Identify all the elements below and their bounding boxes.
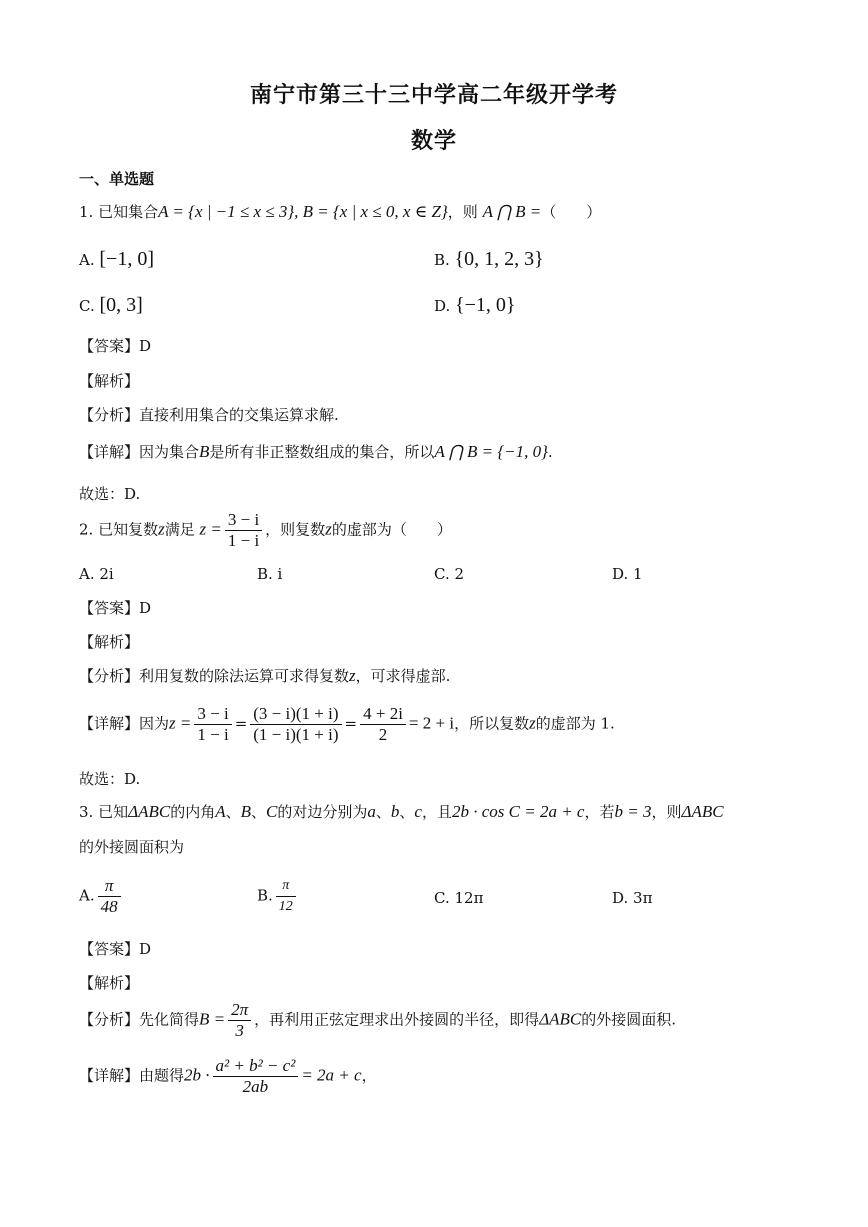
question-3-detail: 【详解】由题得2b · $\frac{\text{a² + b² − c²}}{2ab}$ = 2a + c， — [79, 1056, 377, 1096]
question-3-analysis-tag: 【解析】 — [79, 974, 140, 992]
question-3-option-c: C. 12π — [434, 889, 484, 907]
question-3-fenxi: 【分析】先化简得B = $\frac{2\pi}{3}$ ，再利用正弦定理求出外接圆的半径，即得ΔABC的外接圆面积. — [79, 1000, 677, 1040]
question-3-option-d: D. 3π — [612, 889, 653, 907]
question-1-detail: 【详解】因为集合B是所有非正整数组成的集合，所以A ⋂ B = {−1, 0}. — [79, 442, 553, 461]
question-2-analysis-tag: 【解析】 — [79, 633, 140, 651]
section-heading: 一、单选题 — [79, 170, 155, 188]
question-3-option-a: A. $\frac{\pi}{48}$ — [79, 876, 124, 917]
question-1-fenxi: 【分析】直接利用集合的交集运算求解. — [79, 406, 339, 424]
question-2-option-a: A. 2i — [79, 565, 114, 583]
question-1-option-a: A. [−1, 0] — [79, 248, 154, 270]
question-1-option-b: B. {0, 1, 2, 3} — [434, 248, 544, 270]
question-3-stem-line2: 的外接圆面积为 — [79, 838, 185, 856]
question-2-option-b: B. i — [257, 565, 283, 583]
question-2-fenxi: 【分析】利用复数的除法运算可求得复数z，可求得虚部. — [79, 666, 451, 685]
page-title: 南宁市第三十三中学高二年级开学考 — [249, 82, 618, 108]
question-1-answer: 【答案】D — [79, 337, 152, 355]
question-2-stem: 2. 已知复数z满足 z = $\frac{3 - i}{1 - i}$ ，则复数z的虚部为（ ） — [79, 510, 452, 550]
question-3-answer: 【答案】D — [79, 940, 152, 958]
page-subtitle: 数学 — [410, 128, 457, 154]
question-1-choice: 故选：D. — [79, 485, 141, 503]
question-2-choice: 故选：D. — [79, 770, 141, 788]
question-2-option-c: C. 2 — [434, 565, 465, 583]
question-3-stem: 3. 已知ΔABC的内角A、B、C的对边分别为a、b、c，且2b · cos C = 2a + c，若b = 3，则ΔABC — [79, 802, 724, 821]
question-1-analysis-tag: 【解析】 — [79, 372, 140, 390]
question-1-stem: 1. 已知集合A = {x | −1 ≤ x ≤ 3}, B = {x | x ≤ 0, x ∈ Z}，则 A ⋂ B =（ ） — [79, 202, 602, 221]
question-2-answer: 【答案】D — [79, 599, 152, 617]
question-1-option-d: D. {−1, 0} — [434, 294, 516, 316]
question-2-option-d: D. 1 — [612, 565, 643, 583]
question-1-option-c: C. [0, 3] — [79, 294, 143, 316]
question-3-option-b: B. $\frac{\pi}{12}$ — [257, 876, 299, 917]
question-2-detail: 【详解】因为z = $\frac{3 - i}{1 - i}$ = $\frac{(3 - i)(1 + i)}{(1 - i)(1 + i)}$ = $\frac{4 + 2i}{2}$ = 2 + i，所以复数z的虚部为 1. — [79, 704, 615, 744]
